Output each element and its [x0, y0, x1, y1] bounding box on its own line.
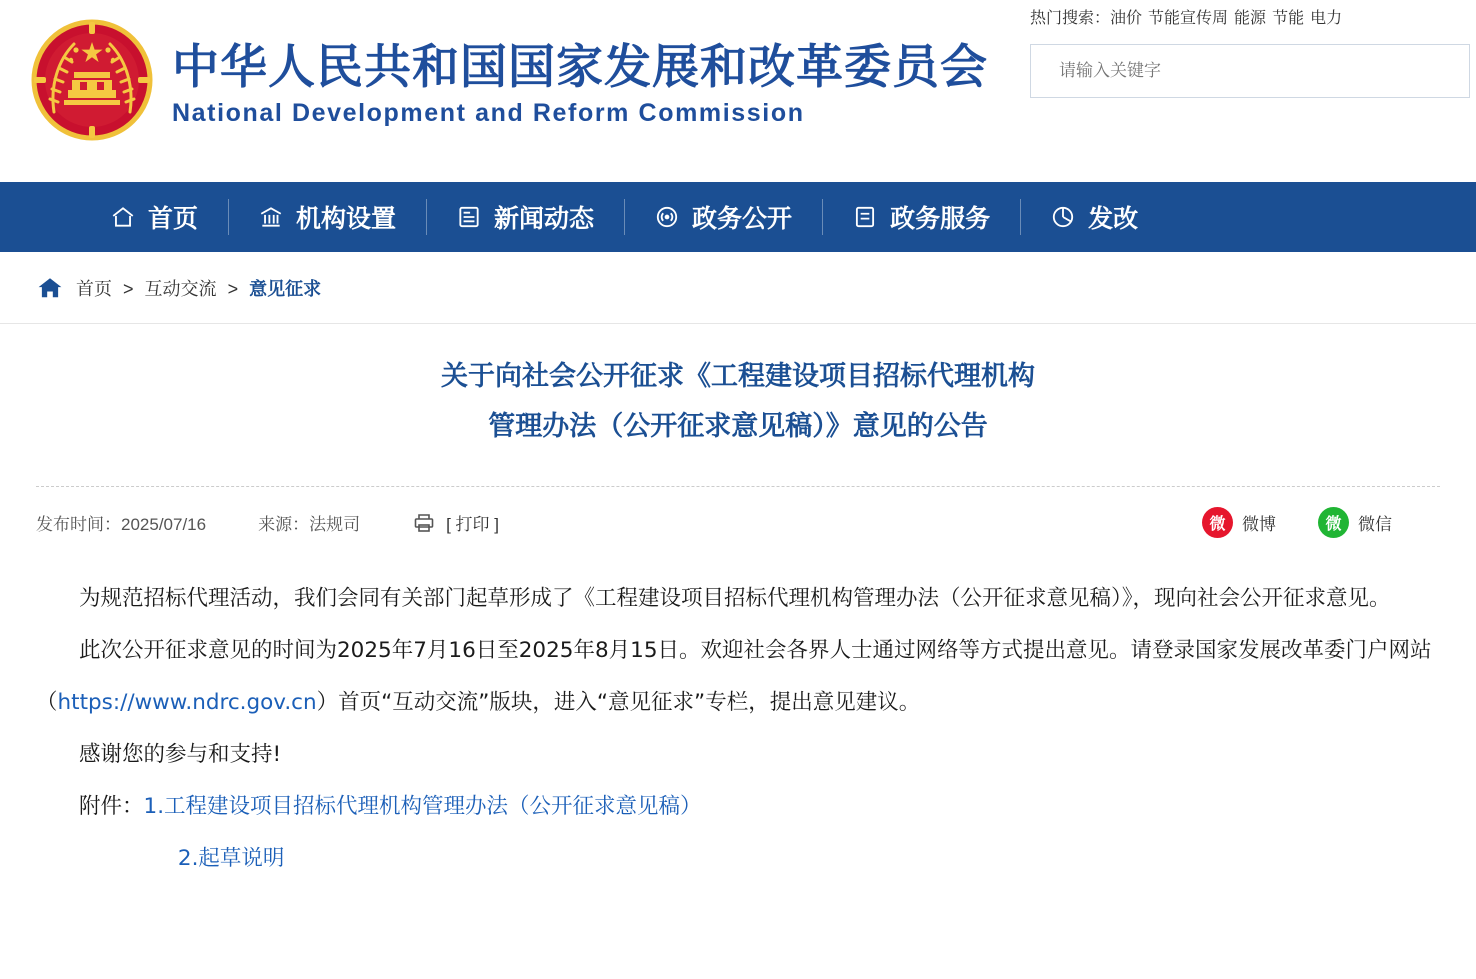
broadcast-icon	[654, 204, 680, 230]
nav-item-news[interactable]	[426, 197, 624, 237]
article-body	[36, 559, 1440, 885]
news-icon	[456, 204, 482, 230]
share-wechat-label: 微信	[1358, 515, 1392, 535]
breadcrumb-current: 意见征求	[249, 278, 322, 299]
nav-item-home[interactable]	[80, 197, 228, 237]
breadcrumb-sep-2: >	[227, 278, 239, 299]
hot-search-item-3[interactable]: 节能	[1272, 10, 1305, 27]
attachment-label: 附件：	[79, 793, 144, 819]
nav-item-gov-service[interactable]	[822, 197, 1020, 237]
attachment-link-1[interactable]: 1.工程建设项目招标代理机构管理办法（公开征求意见稿）	[143, 793, 702, 819]
page-title	[36, 324, 1440, 470]
share-weibo-label: 微博	[1242, 515, 1276, 535]
nav-label-gov-service: 政务服务	[890, 205, 991, 233]
share-wechat[interactable]	[1318, 507, 1392, 538]
page-title-line-1: 关于向社会公开征求《工程建设项目招标代理机构	[441, 361, 1035, 391]
search-box[interactable]	[1030, 44, 1470, 98]
search-area	[1026, 6, 1476, 98]
paragraph-3: 感谢您的参与和支持!	[79, 741, 282, 767]
nav-item-organization[interactable]	[228, 197, 426, 237]
share-group	[1160, 507, 1392, 538]
print-button[interactable]	[412, 510, 499, 535]
pie-icon	[1050, 204, 1076, 230]
article	[0, 324, 1476, 885]
paragraph-2-pre: 此次公开征求意见的时间为2025年7月16日至2025年8月15日。欢迎社会各界人士通过网络等方式提出意见。请登录国家发展改革委门户网站（	[36, 637, 1432, 715]
attachment-line-2	[36, 833, 1440, 885]
publish-time: 发布时间：2025/07/16	[36, 515, 207, 535]
site-title-cn: 中华人民共和国国家发展和改革委员会	[172, 39, 988, 95]
page-title-line-2: 管理办法（公开征求意见稿）》意见的公告	[488, 410, 988, 441]
breadcrumb	[76, 275, 321, 301]
article-source: 来源：法规司	[258, 515, 361, 535]
ndrc-website-link[interactable]: https://www.ndrc.gov.cn	[57, 689, 317, 715]
site-logo-area[interactable]	[0, 0, 988, 144]
weibo-icon: 微	[1202, 507, 1233, 538]
print-label: [ 打印 ]	[446, 515, 499, 535]
breadcrumb-bar	[0, 252, 1476, 324]
breadcrumb-interaction[interactable]: 互动交流	[144, 278, 217, 299]
nav-label-gov-disclosure: 政务公开	[692, 205, 793, 233]
hot-search-item-4[interactable]: 电力	[1310, 10, 1343, 27]
hot-search-item-0[interactable]: 油价	[1110, 10, 1143, 27]
site-title-en: National Development and Reform Commission	[172, 99, 805, 128]
wechat-icon: 微	[1318, 507, 1349, 538]
nav-label-news: 新闻动态	[494, 205, 595, 233]
share-weibo[interactable]	[1202, 507, 1276, 538]
paragraph-1: 为规范招标代理活动，我们会同有关部门起草形成了《工程建设项目招标代理机构管理办法（公开征求意见稿）》，现向社会公开征求意见。	[79, 585, 1391, 611]
bank-icon	[258, 204, 284, 230]
paragraph-2-post: ）首页“互动交流”版块，进入“意见征求”专栏，提出意见建议。	[316, 689, 921, 715]
breadcrumb-home[interactable]: 首页	[76, 278, 112, 299]
search-input[interactable]	[1031, 45, 1469, 97]
nav-label-home: 首页	[148, 205, 199, 233]
hot-search-item-2[interactable]: 能源	[1234, 10, 1267, 27]
hot-search-item-1[interactable]: 节能宣传周	[1148, 10, 1229, 27]
national-emblem-icon	[28, 16, 156, 144]
nav-label-reform: 发改	[1088, 205, 1139, 233]
paragraph-2	[36, 625, 1440, 729]
hot-search-row	[1026, 6, 1476, 32]
nav-item-reform[interactable]	[1020, 197, 1168, 237]
breadcrumb-sep-1: >	[123, 278, 134, 299]
printer-icon	[412, 512, 436, 534]
service-icon	[852, 204, 878, 230]
site-title-block	[172, 32, 988, 128]
nav-label-organization: 机构设置	[296, 205, 397, 233]
home-icon	[110, 204, 136, 230]
home-icon	[36, 275, 64, 301]
site-header	[0, 0, 1476, 182]
hot-search-label: 热门搜索：	[1030, 10, 1111, 27]
nav-item-gov-disclosure[interactable]	[624, 197, 822, 237]
attachment-link-2[interactable]: 2.起草说明	[177, 845, 285, 871]
attachment-line-1	[36, 781, 1440, 833]
main-nav	[0, 182, 1476, 252]
article-meta	[36, 487, 1440, 559]
